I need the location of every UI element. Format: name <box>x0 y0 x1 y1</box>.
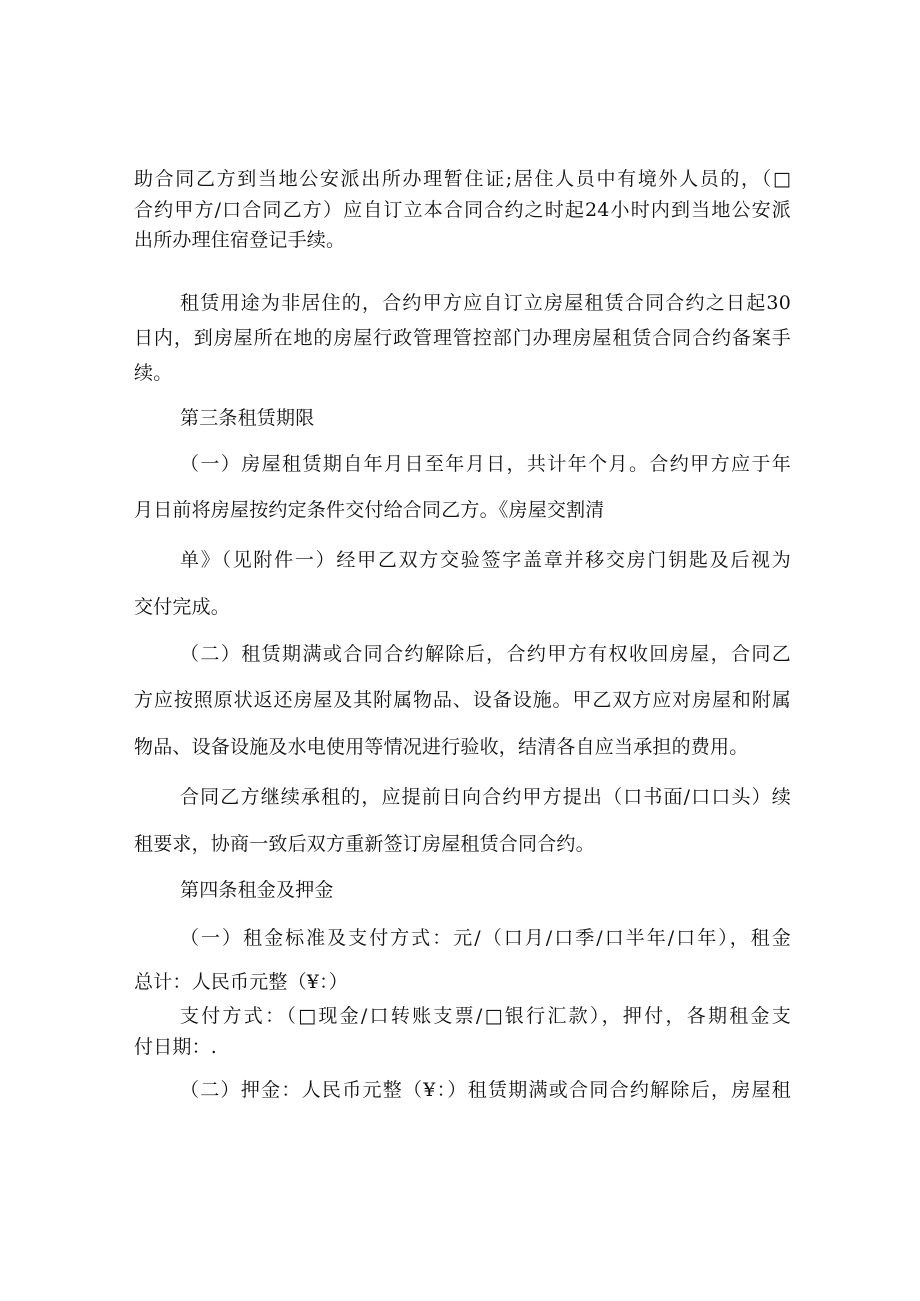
text-line: （二）押金：人民币元整（¥：）租赁期满或合同合约解除后，房屋租 <box>180 1079 791 1101</box>
section-heading: 第四条租金及押金 <box>180 879 334 901</box>
text-line: 出所办理住宿登记手续。 <box>134 229 346 251</box>
text-line: 续。 <box>134 362 173 384</box>
section-heading: 第三条租赁期限 <box>180 407 315 429</box>
text-line: 合同乙方继续承租的，应提前日向合约甲方提出（口书面/口口头）续 <box>180 786 791 808</box>
text-line: （一）租金标准及支付方式：元/（口月/口季/口半年/口年），租金 <box>180 927 791 949</box>
text-line: 日内，到房屋所在地的房屋行政管理管控部门办理房屋租赁合同合约备案手 <box>134 327 791 349</box>
text-line: 月日前将房屋按约定条件交付给合同乙方。《房屋交割清 <box>134 499 605 521</box>
text-line: （二）租赁期满或合同合约解除后，合约甲方有权收回房屋，合同乙 <box>180 643 791 665</box>
text-line: 物品、设备设施及水电使用等情况进行验收，结清各自应当承担的费用。 <box>134 736 749 758</box>
text-line: 付日期：. <box>134 1036 218 1058</box>
text-line: 助合同乙方到当地公安派出所办理暂住证;居住人员中有境外人员的，（□ <box>134 168 791 190</box>
text-line: 租要求，协商一致后双方重新签订房屋租赁合同合约。 <box>134 833 595 855</box>
text-line: （一）房屋租赁期自年月日至年月日，共计年个月。合约甲方应于年 <box>180 453 791 475</box>
text-line: 合约甲方/口合同乙方）应自订立本合同合约之时起24小时内到当地公安派 <box>134 199 791 221</box>
text-line: 交付完成。 <box>134 596 231 618</box>
text-line: 支付方式：（□现金/口转账支票/□银行汇款），押付，各期租金支 <box>180 1005 791 1027</box>
text-line: 租赁用途为非居住的，合约甲方应自订立房屋租赁合同合约之日起30 <box>180 292 791 314</box>
text-line: 总计：人民币元整（¥：） <box>134 971 348 993</box>
text-line: 方应按照原状返还房屋及其附属物品、设备设施。甲乙双方应对房屋和附属 <box>134 689 791 711</box>
text-line: 单》（见附件一）经甲乙双方交验签字盖章并移交房门钥匙及后视为 <box>180 549 791 571</box>
